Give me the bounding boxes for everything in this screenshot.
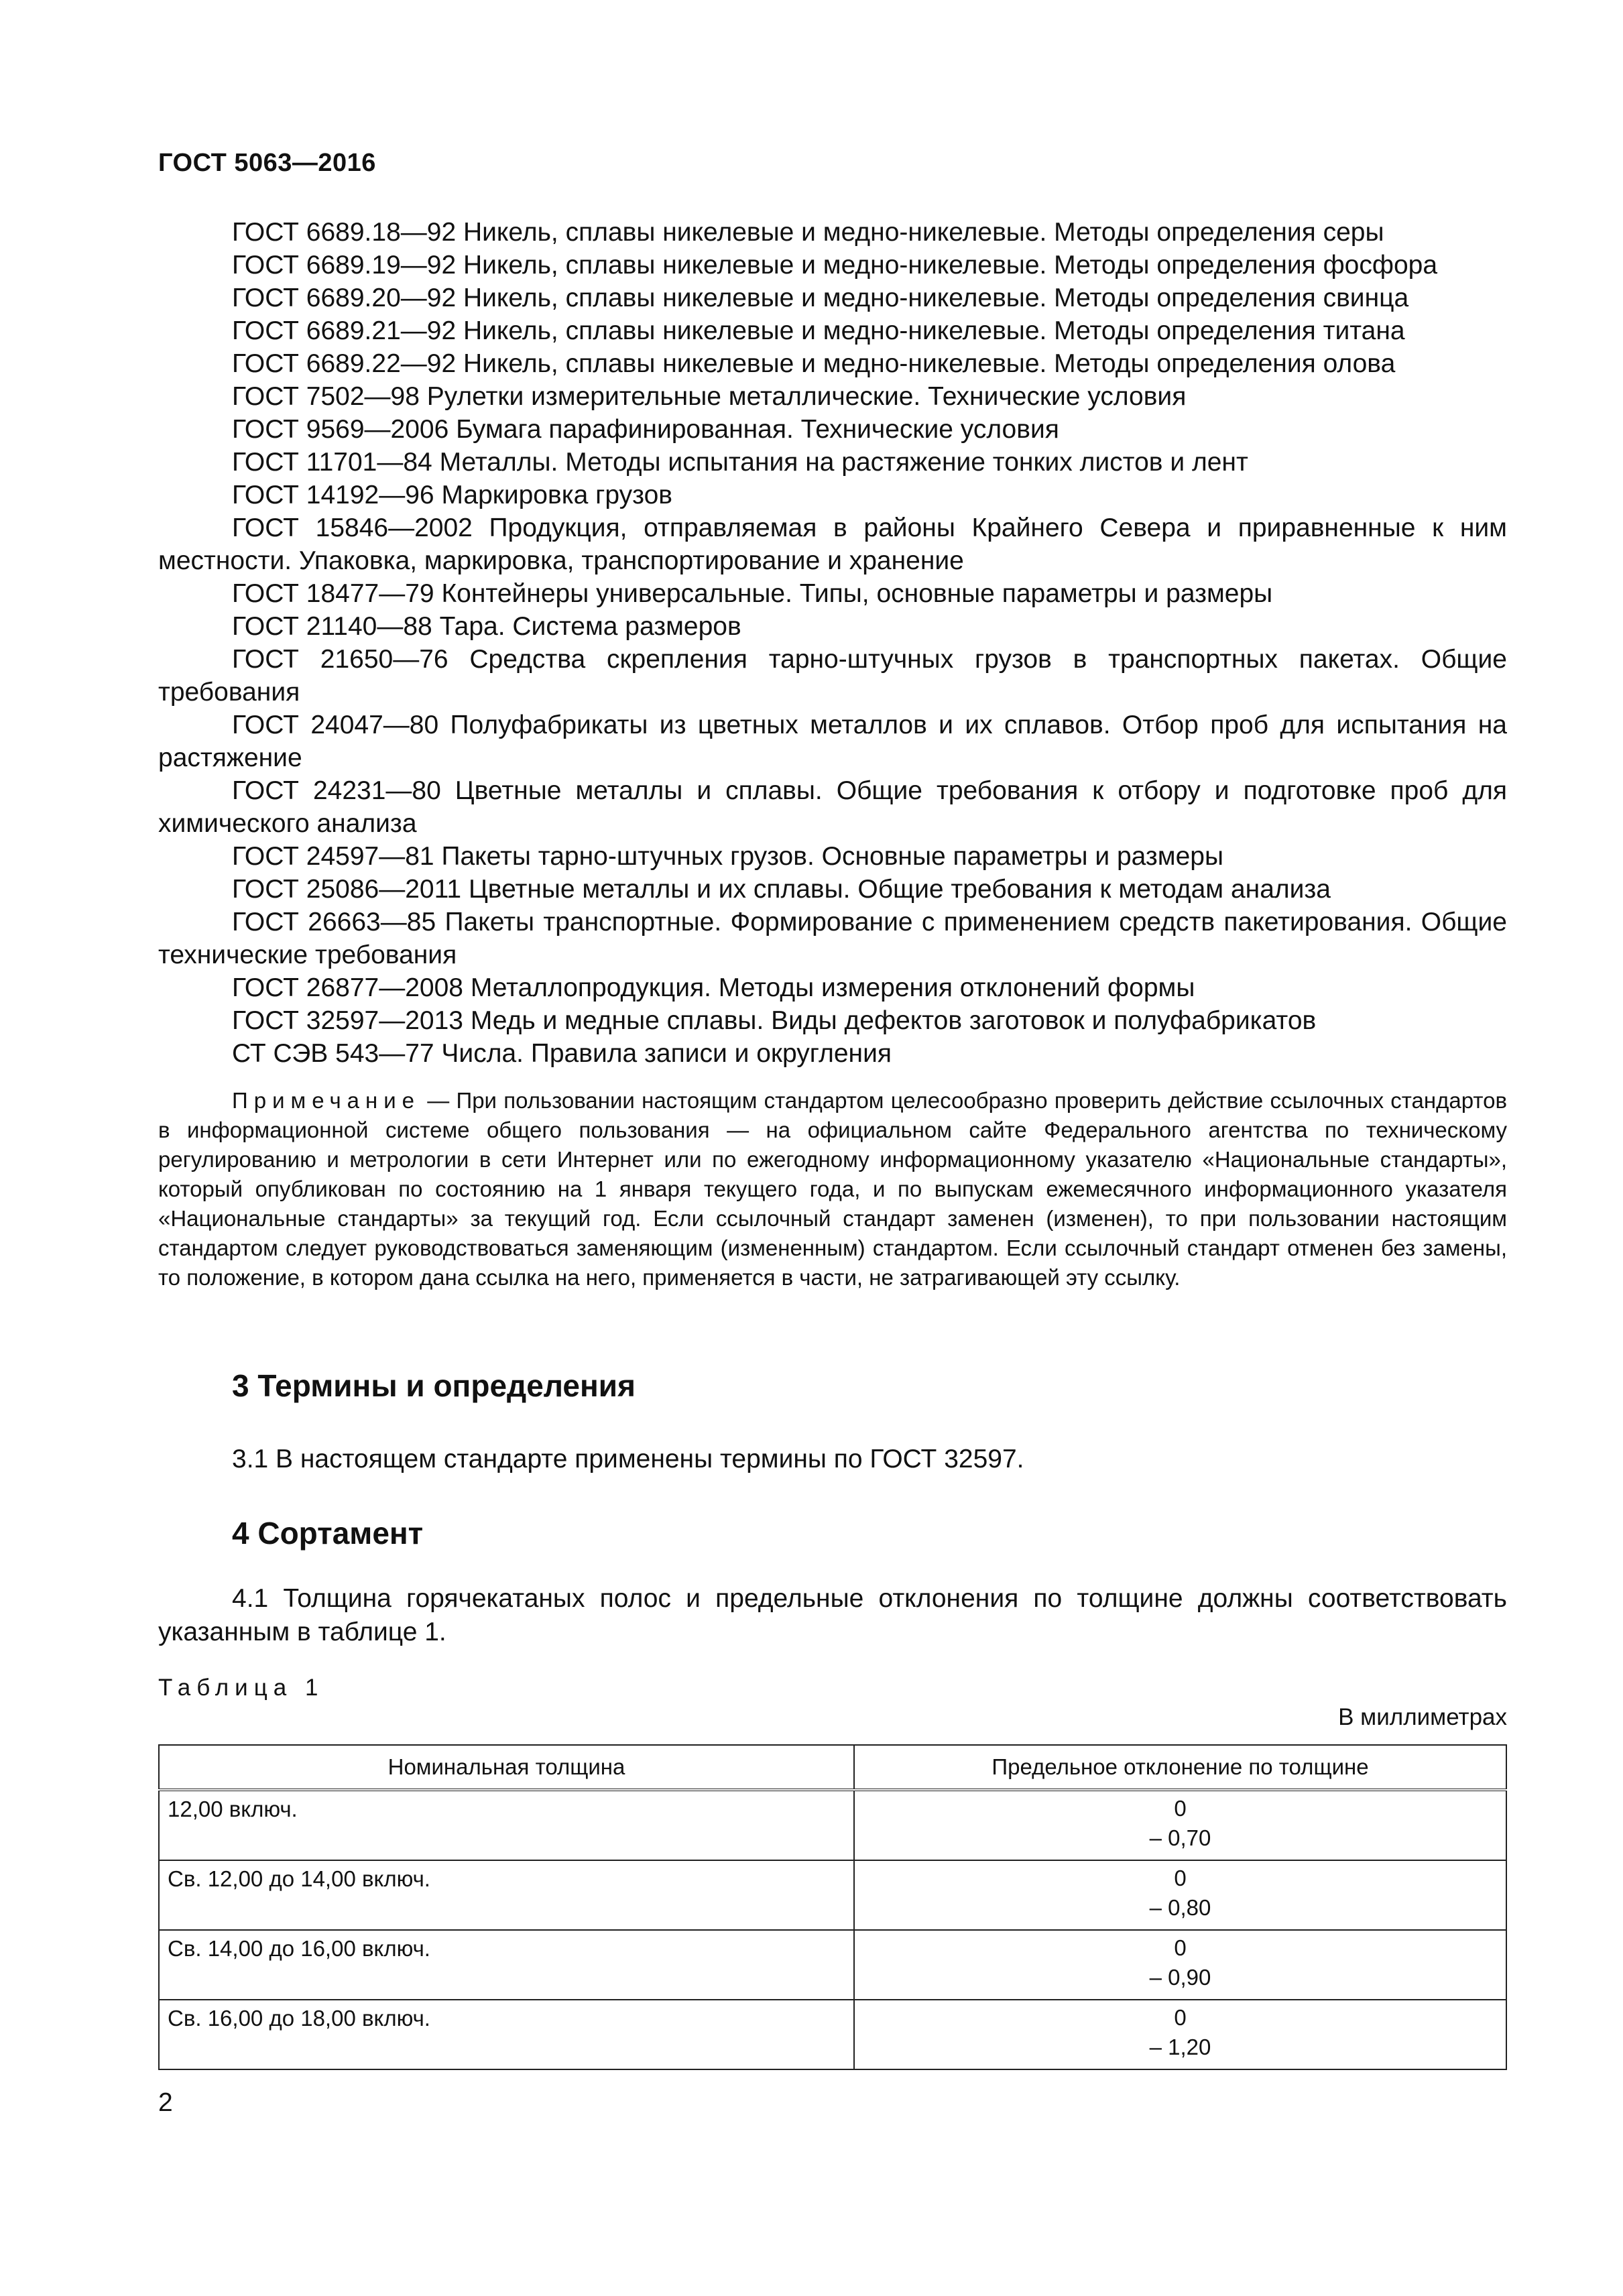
reference-item: ГОСТ 26877—2008 Металлопродукция. Методы измерения отклонений формы: [232, 973, 1195, 1002]
deviation-upper: 0: [1174, 2005, 1187, 2030]
reference-item: ГОСТ 21650—76 Средства скрепления тарно-штучных грузов в транспортных пакетах. Общие требования: [158, 645, 1507, 707]
reference-item: ГОСТ 6689.21—92 Никель, сплавы никелевые и медно-никелевые. Методы определения титана: [232, 316, 1405, 345]
table-header-row: [159, 1745, 1506, 1790]
deviation-lower: – 0,90: [1149, 1965, 1211, 1990]
document-page: [158, 0, 1507, 2296]
nominal-cell: Св. 16,00 до 18,00 включ.: [159, 2000, 854, 2069]
reference-item: СТ СЭВ 543—77 Числа. Правила записи и округления: [232, 1039, 892, 1068]
reference-item: ГОСТ 24231—80 Цветные металлы и сплавы. Общие требования к отбору и подготовке проб для химического анализа: [158, 776, 1507, 838]
thickness-table: [158, 1744, 1507, 2070]
nominal-cell: 12,00 включ.: [159, 1790, 854, 1860]
deviation-lower: – 0,80: [1149, 1895, 1211, 1920]
section-4-title: 4 Сортамент: [232, 1516, 424, 1551]
section-3-title: 3 Термины и определения: [232, 1368, 636, 1403]
reference-item: ГОСТ 7502—98 Рулетки измерительные металлические. Технические условия: [232, 382, 1187, 411]
deviation-cell: [854, 1860, 1506, 1930]
table-caption: Таблица 1: [158, 1675, 324, 1701]
reference-item: ГОСТ 6689.22—92 Никель, сплавы никелевые и медно-никелевые. Методы определения олова: [232, 349, 1396, 378]
table-row: [159, 1860, 1506, 1930]
reference-item: ГОСТ 26663—85 Пакеты транспортные. Формирование с применением средств пакетирования. Общие технические требования: [158, 908, 1507, 969]
section-4-text: 4.1 Толщина горячекатаных полос и предельные отклонения по толщине должны соответствовать указанным в таблице 1.: [158, 1584, 1507, 1646]
reference-item: ГОСТ 6689.18—92 Никель, сплавы никелевые и медно-никелевые. Методы определения серы: [232, 218, 1384, 247]
table-unit: В миллиметрах: [1338, 1704, 1507, 1730]
table-row: [159, 2000, 1506, 2069]
deviation-cell: [854, 1790, 1506, 1860]
references-note: [158, 1086, 1507, 1292]
deviation-cell: [854, 2000, 1506, 2069]
note-label: Примечание: [232, 1088, 421, 1113]
deviation-cell: [854, 1930, 1506, 2000]
deviation-upper: 0: [1174, 1796, 1187, 1821]
reference-item: ГОСТ 14192—96 Маркировка грузов: [232, 481, 672, 509]
nominal-cell: Св. 14,00 до 16,00 включ.: [159, 1930, 854, 2000]
reference-item: ГОСТ 25086—2011 Цветные металлы и их сплавы. Общие требования к методам анализа: [232, 875, 1331, 904]
note-text: — При пользовании настоящим стандартом целесообразно проверить действие ссылочных стандартов в информационной системе общего пользования — на официальном сайте Федерального агентства по техническому регулированию и метрологии в сети Интернет или по ежегодному информационному указателю «Национальные стандарты», который опубликован по состоянию на 1 января текущего года, и по выпускам ежемесячного информационного указателя «Национальные стандарты» за текущий год. Если ссылочный стандарт заменен (изменен), то при пользовании настоящим стандартом следует руководствоваться заменяющим (измененным) стандартом. Если ссылочный стандарт отменен без замены, то положение, в котором дана ссылка на него, применяется в части, не затрагивающей эту ссылку.: [158, 1088, 1507, 1290]
reference-item: ГОСТ 32597—2013 Медь и медные сплавы. Виды дефектов заготовок и полуфабрикатов: [232, 1006, 1317, 1035]
page-number: 2: [158, 2088, 173, 2117]
reference-item: ГОСТ 18477—79 Контейнеры универсальные. Типы, основные параметры и размеры: [232, 579, 1273, 608]
column-header-nominal: Номинальная толщина: [159, 1745, 854, 1790]
nominal-cell: Св. 12,00 до 14,00 включ.: [159, 1860, 854, 1930]
table-row: [159, 1930, 1506, 2000]
reference-item: ГОСТ 24597—81 Пакеты тарно-штучных грузов. Основные параметры и размеры: [232, 842, 1223, 871]
reference-item: ГОСТ 6689.20—92 Никель, сплавы никелевые и медно-никелевые. Методы определения свинца: [232, 284, 1409, 312]
normative-references-list: [158, 216, 1507, 1070]
document-code-header: ГОСТ 5063—2016: [158, 149, 376, 177]
reference-item: ГОСТ 6689.19—92 Никель, сплавы никелевые и медно-никелевые. Методы определения фосфора: [232, 251, 1438, 280]
section-3-text: 3.1 В настоящем стандарте применены термины по ГОСТ 32597.: [232, 1445, 1024, 1473]
reference-item: ГОСТ 11701—84 Металлы. Методы испытания на растяжение тонких листов и лент: [232, 448, 1248, 477]
deviation-lower: – 1,20: [1149, 2035, 1211, 2059]
column-header-deviation: Предельное отклонение по толщине: [854, 1745, 1506, 1790]
reference-item: ГОСТ 9569—2006 Бумага парафинированная. Технические условия: [232, 415, 1059, 444]
reference-item: ГОСТ 15846—2002 Продукция, отправляемая в районы Крайнего Севера и приравненные к ним местности. Упаковка, маркировка, транспортирование и хранение: [158, 513, 1507, 575]
reference-item: ГОСТ 21140—88 Тара. Система размеров: [232, 612, 741, 641]
deviation-upper: 0: [1174, 1935, 1187, 1960]
table-row: [159, 1790, 1506, 1860]
deviation-lower: – 0,70: [1149, 1825, 1211, 1850]
deviation-upper: 0: [1174, 1866, 1187, 1890]
reference-item: ГОСТ 24047—80 Полуфабрикаты из цветных металлов и их сплавов. Отбор проб для испытания на растяжение: [158, 711, 1507, 772]
